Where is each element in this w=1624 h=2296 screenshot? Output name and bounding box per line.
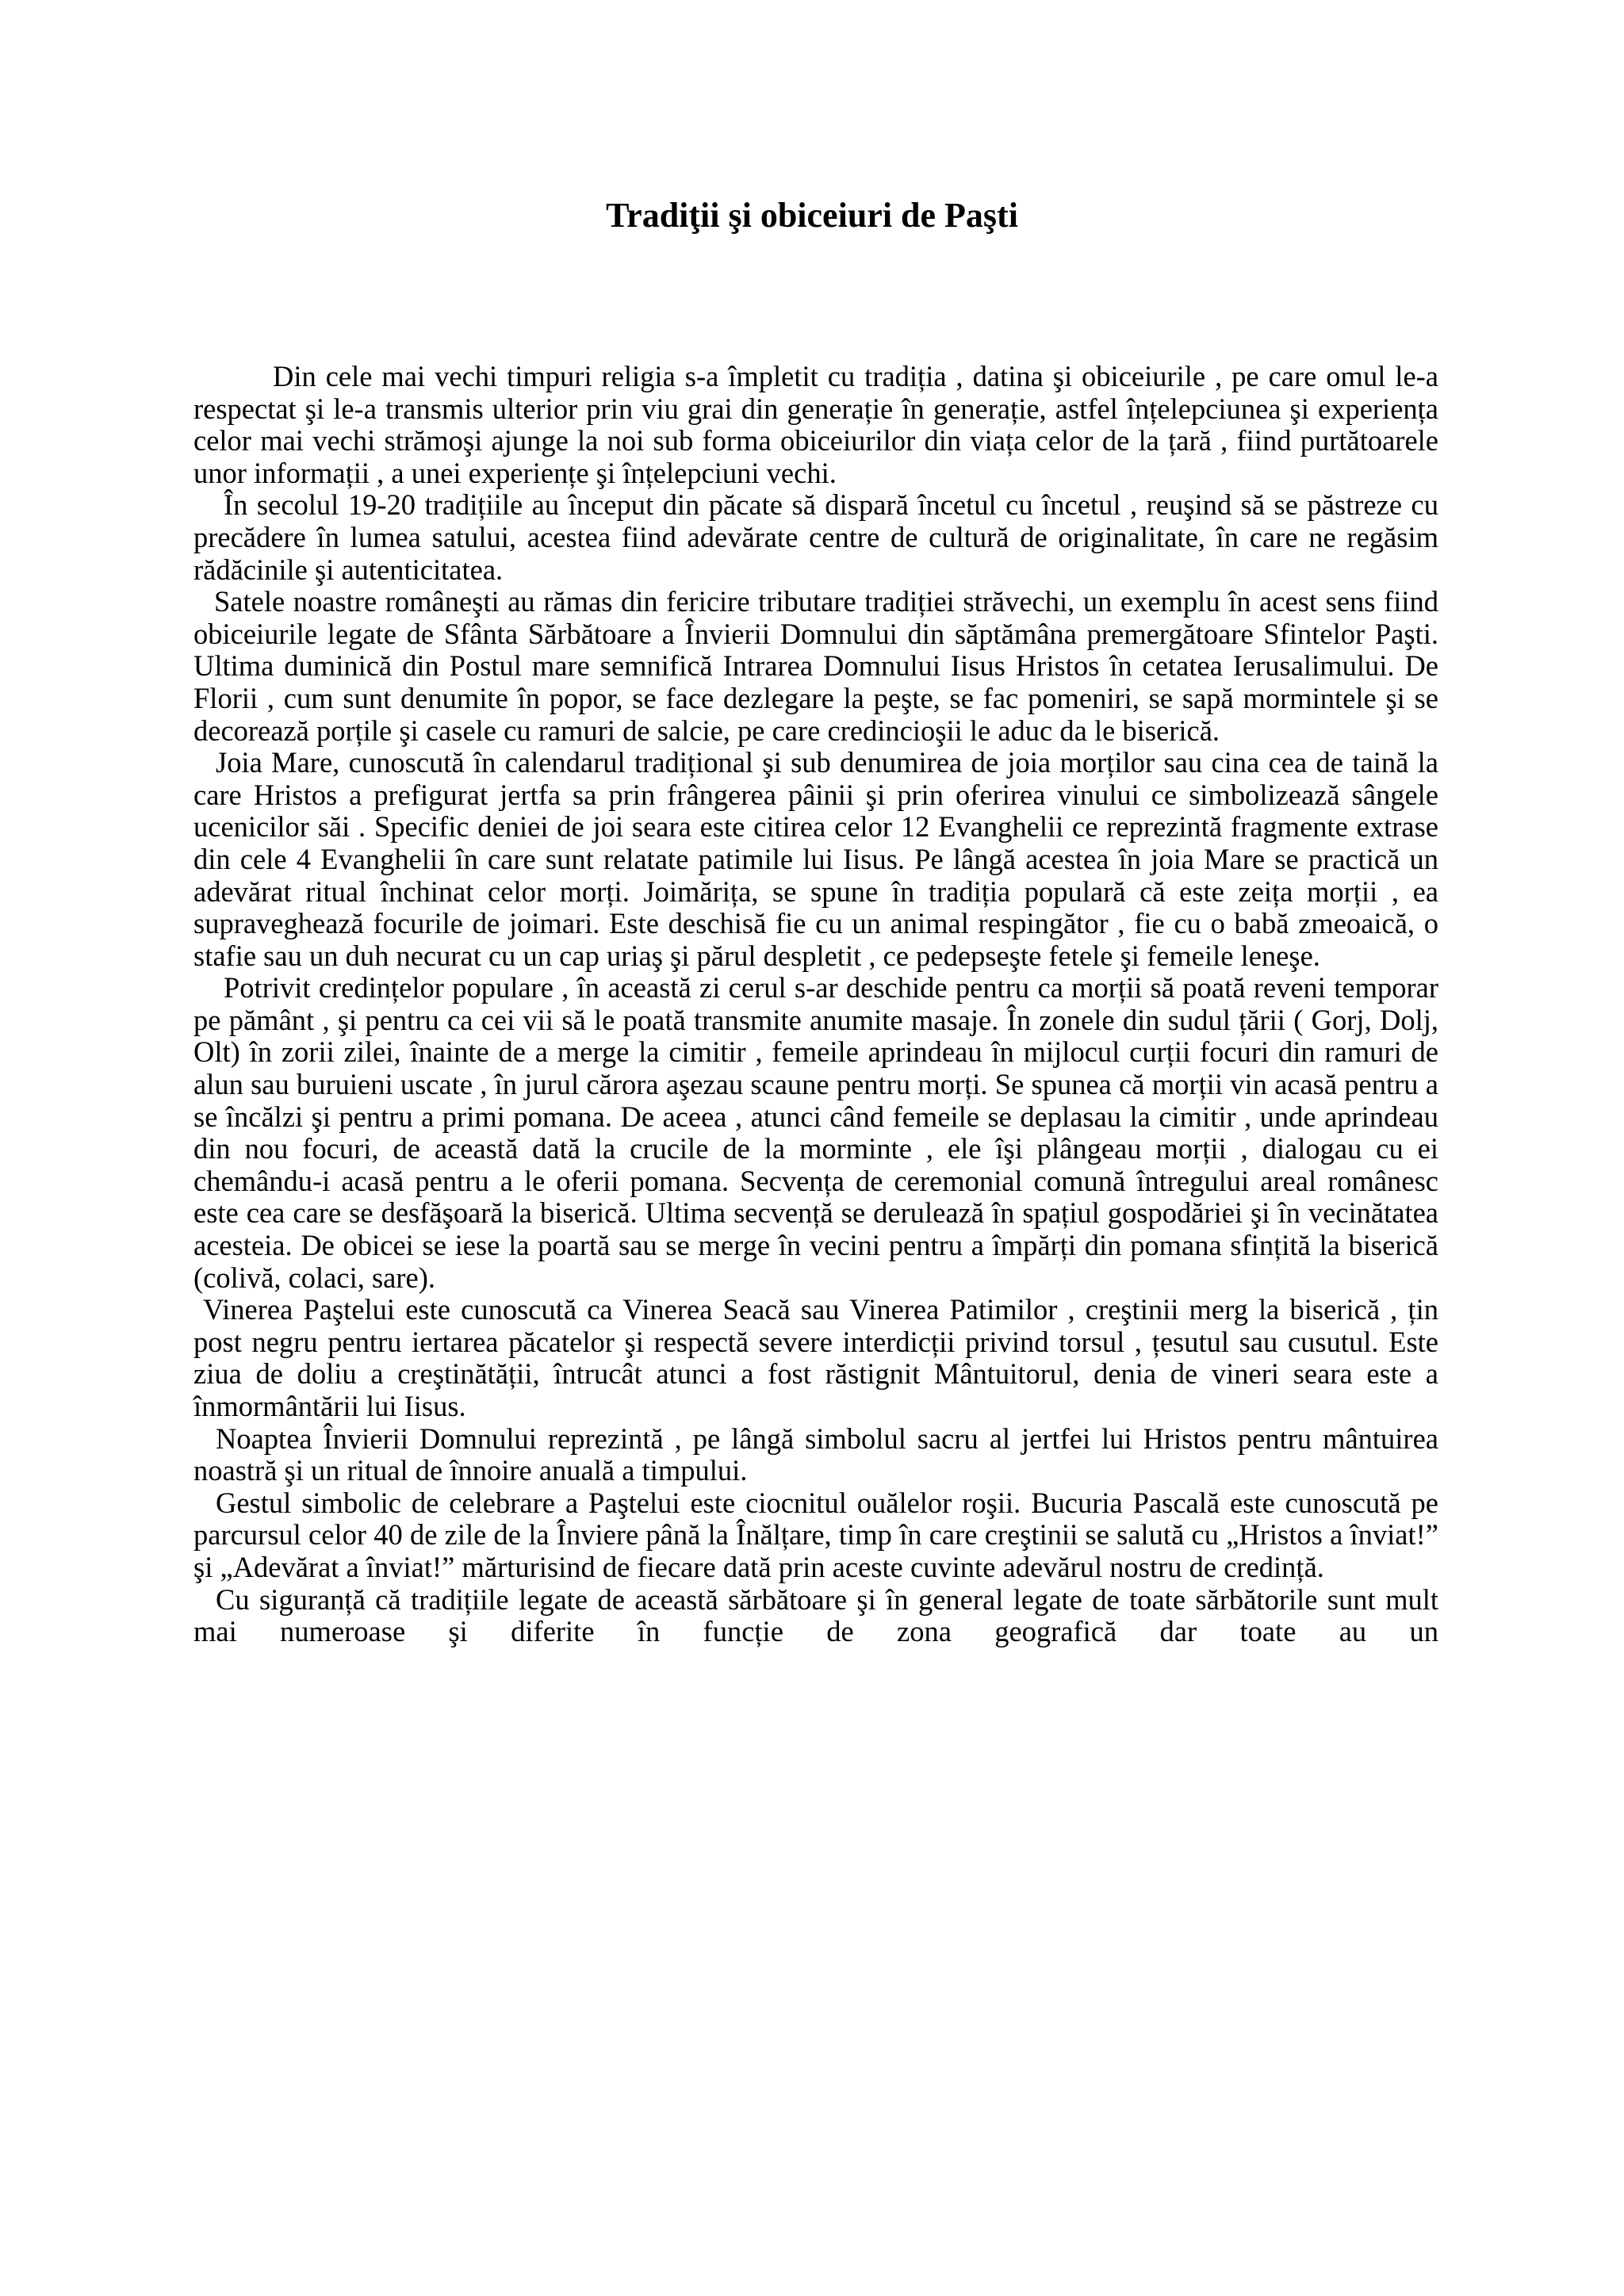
paragraph-vinerea: Vinerea Paştelui este cunoscută ca Vinerea Seacă sau Vinerea Patimilor , creştinii merg la biserică , țin post negru pentru iertarea păcatelor şi respectă severe interdicții privind torsul , țesutul sau cusutul. Este ziua de doliu a creştinătății, întrucât atunci a fost răstignit Mântuitorul, denia de vineri seara este a înmormântării lui Iisus. <box>193 1293 1438 1422</box>
paragraph-concluzie: Cu siguranță că tradițiile legate de această sărbătoare şi în general legate de toate sărbătorile sunt mult mai numeroase şi diferite în funcție de zona geografică dar toate au un <box>193 1582 1438 1648</box>
document-title: Tradiţii şi obiceiuri de Paşti <box>606 196 1018 235</box>
paragraph-satele: Satele noastre româneşti au rămas din fericire tributare tradiției străvechi, un exemplu în acest sens fiind obiceiurile legate de Sfânta Sărbătoare a Învierii Domnului din săptămâna premergătoare Sfintelor Paşti. Ultima duminică din Postul mare semnifică Intrarea Domnului Iisus Hristos în cetatea Ierusalimului. De Florii , cum sunt denumite în popor, se face dezlegare la peşte, se fac pomeniri, se sapă mormintele şi se decorează porțile şi casele cu ramuri de salcie, pe care credincioşii le aduc da le biserică. <box>193 585 1438 747</box>
paragraph-gestul-simbolic: Gestul simbolic de celebrare a Paştelui este ciocnitul ouălelor roşii. Bucuria Pascală este cunoscută pe parcursul celor 40 de zile de la Înviere până la Înălțare, timp în care creştinii se salută cu „Hristos a înviat!” şi „Adevărat a înviat!” mărturisind de fiecare dată prin aceste cuvinte adevărul nostru de credință. <box>193 1486 1438 1583</box>
paragraph-secolul: În secolul 19-20 tradițiile au început din păcate să dispară încetul cu încetul , reuşind să se păstreze cu precădere în lumea satului, acestea fiind adevărate centre de cultură de originalitate, în care ne regăsim rădăcinile şi autenticitatea. <box>193 488 1438 586</box>
document-body <box>193 361 1438 1648</box>
paragraph-credinte: Potrivit credințelor populare , în această zi cerul s-ar deschide pentru ca morții să poată reveni temporar pe pământ , şi pentru ca cei vii să le poată transmite anumite masaje. În zonele din sudul țării ( Gorj, Dolj, Olt) în zorii zilei, înainte de a merge la cimitir , femeile aprindeau în mijlocul curții focuri din ramuri de alun sau buruieni uscate , în jurul cărora aşezau scaune pentru morți. Se spunea că morții vin acasă pentru a se încălzi şi pentru a primi pomana. De aceea , atunci când femeile se deplasau la cimitir , unde aprindeau din nou focuri, de această dată la crucile de la morminte , ele îşi plângeau morții , dialogau cu ei chemându-i acasă pentru a le oferii pomana. Secvența de ceremonial comună întregului areal românesc este cea care se desfăşoară la biserică. Ultima secvență se derulează în spațiul gospodăriei şi în vecinătatea acesteia. De obicei se iese la poartă sau se merge în vecini pentru a împărți din pomana sfințită la biserică (colivă, colaci, sare). <box>193 971 1438 1294</box>
paragraph-intro: Din cele mai vechi timpuri religia s-a împletit cu tradiția , datina şi obiceiurile , pe care omul le-a respectat şi le-a transmis ulterior prin viu grai din generație în generație, astfel înțelepciunea şi experiența celor mai vechi strămoşi ajunge la noi sub forma obiceiurilor din viața celor de la țară , fiind purtătoarele unor informații , a unei experiențe şi înțelepciuni vechi. <box>193 360 1438 489</box>
paragraph-joia-mare: Joia Mare, cunoscută în calendarul tradițional şi sub denumirea de joia morților sau cina cea de taină la care Hristos a prefigurat jertfa sa prin frângerea pâinii şi prin oferirea vinului ce simbolizează sângele ucenicilor săi . Specific deniei de joi seara este citirea celor 12 Evanghelii ce reprezintă fragmente extrase din cele 4 Evanghelii în care sunt relatate patimile lui Iisus. Pe lângă acestea în joia Mare se practică un adevărat ritual închinat celor morți. Joimărița, se spune în tradiția populară că este zeița morții , ea supraveghează focurile de joimari. Este deschisă fie cu un animal respingător , fie cu o babă zmeoaică, o stafie sau un duh necurat cu un cap uriaş şi părul despletit , ce pedepseşte fetele şi femeile leneşe. <box>193 746 1438 972</box>
paragraph-noaptea-invierii: Noaptea Învierii Domnului reprezintă , pe lângă simbolul sacru al jertfei lui Hristos pentru mântuirea noastră şi un ritual de înnoire anuală a timpului. <box>193 1422 1438 1487</box>
